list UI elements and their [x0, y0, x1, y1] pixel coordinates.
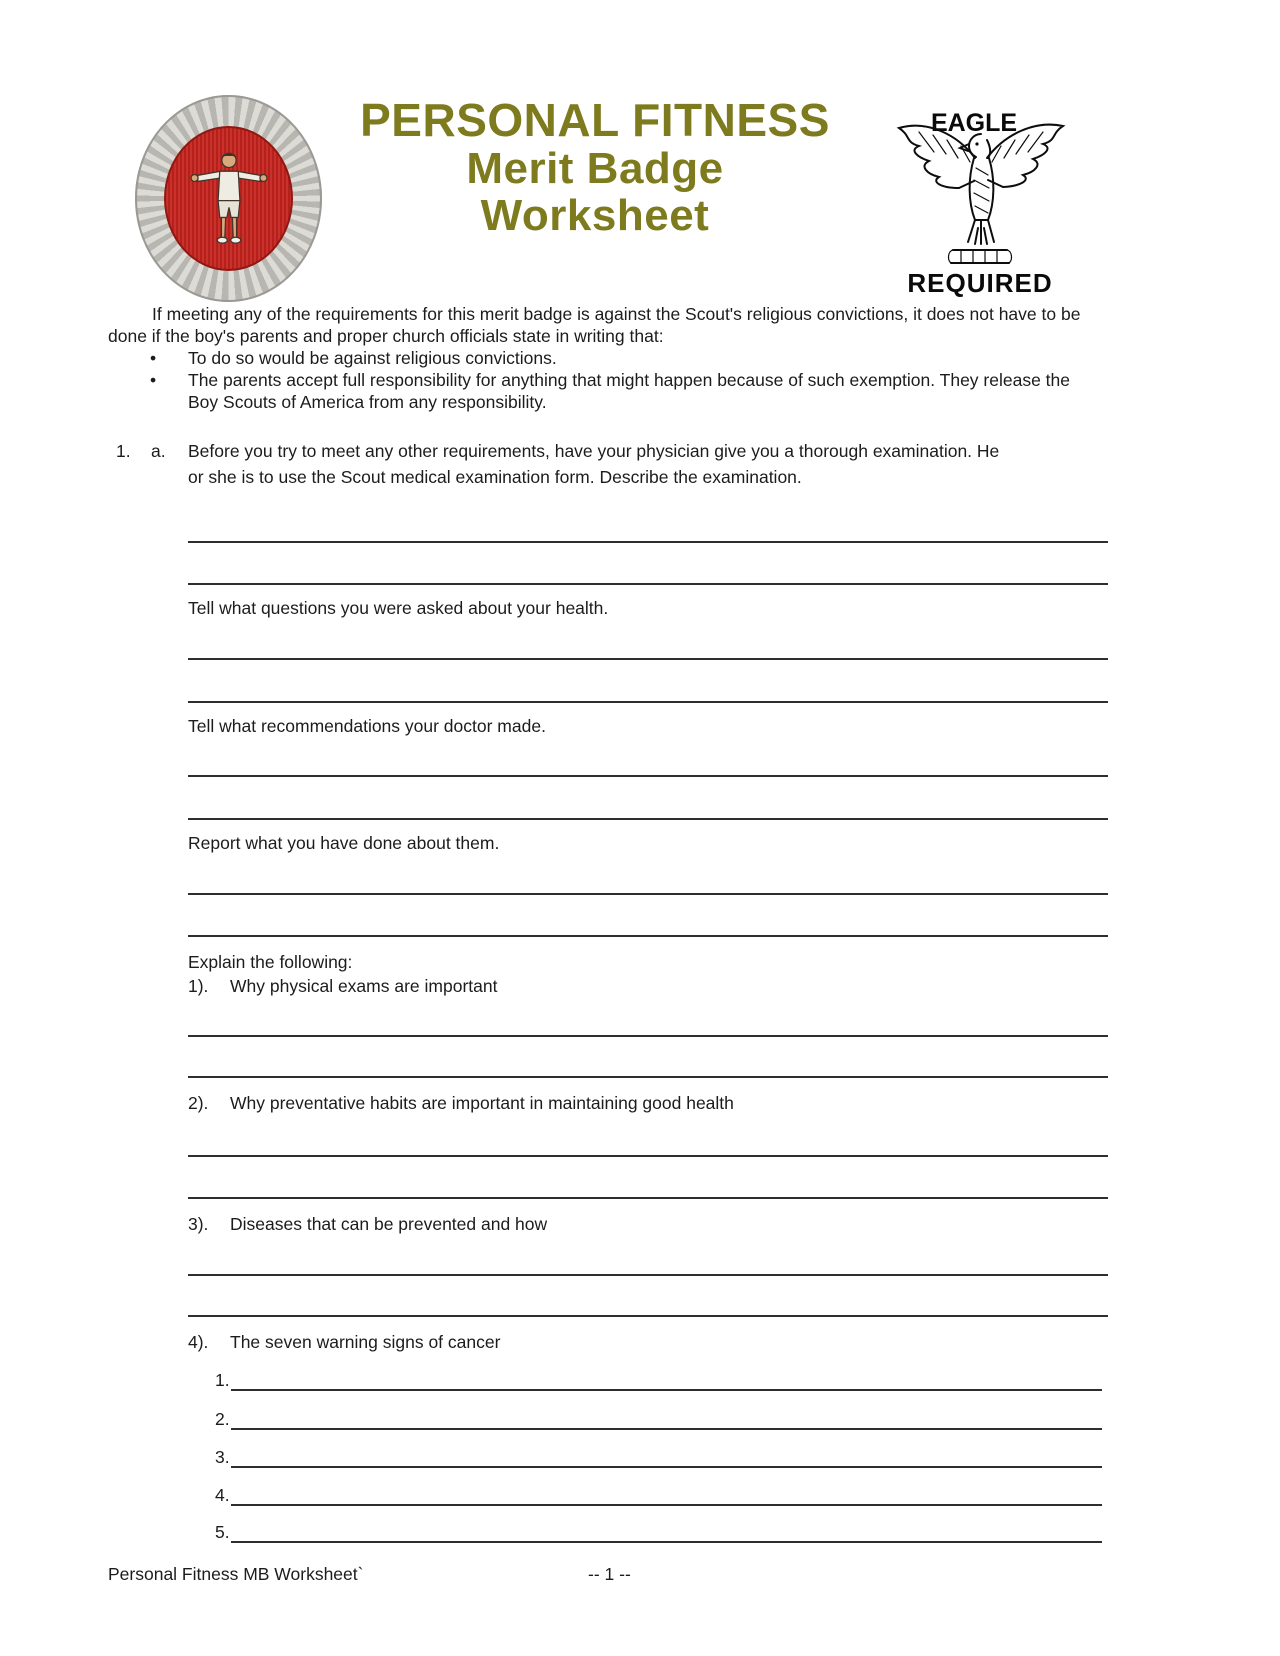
- eagle-icon: [883, 100, 1078, 300]
- eagle-required-emblem: [883, 100, 1078, 300]
- cancer-sign-row-2: [188, 1406, 1108, 1430]
- answer-line[interactable]: [188, 583, 1108, 585]
- bullet-item-2: [108, 369, 1108, 413]
- explain-item-2-number: 2).: [188, 1093, 209, 1113]
- explain-item-1-number: 1).: [188, 976, 209, 996]
- bullet-item-1-text: To do so would be against religious convictions.: [188, 348, 557, 368]
- worksheet-header: [0, 0, 1280, 300]
- explain-item-2-text: Why preventative habits are important in maintaining good health: [230, 1093, 734, 1113]
- requirement-question-line2: or she is to use the Scout medical examination form. Describe the examination.: [188, 467, 802, 487]
- page-title-line2: Merit Badge: [466, 144, 724, 193]
- answer-line[interactable]: [188, 775, 1108, 777]
- cancer-sign-number: 5.: [215, 1522, 230, 1542]
- explain-item-4: [188, 1330, 1108, 1354]
- cancer-sign-line[interactable]: [231, 1406, 1102, 1430]
- explain-item-2: [188, 1091, 1108, 1115]
- explain-block: [188, 950, 1108, 998]
- intro-paragraph-line2: done if the boy's parents and proper church officials state in writing that:: [108, 326, 664, 346]
- cancer-sign-row-3: [188, 1444, 1108, 1468]
- answer-line[interactable]: [188, 818, 1108, 820]
- fitness-figure-icon: [187, 148, 271, 250]
- bullet-item-2-line1: The parents accept full responsibility for anything that might happen because of such exemption. They release the: [188, 370, 1071, 390]
- bullet-icon: •: [150, 348, 157, 368]
- answer-line[interactable]: [188, 1197, 1108, 1199]
- cancer-sign-line[interactable]: [231, 1482, 1102, 1506]
- explain-item-3-text: Diseases that can be prevented and how: [230, 1214, 548, 1234]
- answer-line[interactable]: [188, 1155, 1108, 1157]
- badge-red-field: [164, 126, 293, 271]
- intro-section: [108, 303, 1108, 413]
- answer-line[interactable]: [188, 541, 1108, 543]
- cancer-sign-number: 1.: [215, 1370, 230, 1390]
- footer-document-title: Personal Fitness MB Worksheet`: [108, 1564, 364, 1584]
- cancer-sign-line[interactable]: [231, 1444, 1102, 1468]
- answer-line[interactable]: [188, 658, 1108, 660]
- requirement-question-line1: Before you try to meet any other requirements, have your physician give you a thorough examination. He: [188, 441, 1000, 461]
- explain-item-4-number: 4).: [188, 1332, 209, 1352]
- cancer-sign-line[interactable]: [231, 1519, 1102, 1543]
- bullet-item-2-text: [188, 369, 1108, 413]
- bullet-item-2-line2: Boy Scouts of America from any responsibility.: [188, 392, 547, 412]
- answer-line[interactable]: [188, 1274, 1108, 1276]
- requirement-question: [188, 438, 1108, 490]
- bullet-item-1: [108, 347, 1108, 369]
- cancer-sign-row-4: [188, 1482, 1108, 1506]
- cancer-sign-line[interactable]: [231, 1367, 1102, 1391]
- cancer-sign-row-5: [188, 1519, 1108, 1543]
- cancer-sign-number: 4.: [215, 1485, 230, 1505]
- prompt-recommendations: Tell what recommendations your doctor made.: [188, 716, 546, 736]
- requirement-letter: a.: [151, 441, 166, 461]
- answer-line[interactable]: [188, 893, 1108, 895]
- footer-page-number: -- 1 --: [588, 1564, 631, 1584]
- page-title: [340, 96, 850, 239]
- answer-line[interactable]: [188, 935, 1108, 937]
- explain-heading: Explain the following:: [188, 952, 353, 972]
- answer-line[interactable]: [188, 1076, 1108, 1078]
- answer-line[interactable]: [188, 1035, 1108, 1037]
- page-footer: [108, 1564, 1108, 1585]
- bullet-icon: •: [150, 370, 157, 390]
- answer-line[interactable]: [188, 701, 1108, 703]
- page-title-line1: PERSONAL FITNESS: [360, 94, 830, 146]
- cancer-sign-number: 2.: [215, 1409, 230, 1429]
- requirement-1a: [108, 438, 1108, 490]
- prompt-questions-asked: Tell what questions you were asked about your health.: [188, 598, 609, 618]
- worksheet-body: [108, 303, 1108, 1543]
- page-title-line3: Worksheet: [480, 191, 710, 240]
- cancer-sign-row-1: [188, 1367, 1108, 1391]
- explain-item-1-text: Why physical exams are important: [230, 976, 498, 996]
- personal-fitness-badge-icon: [135, 95, 322, 302]
- required-label: REQUIRED: [907, 268, 1053, 298]
- answer-area: [188, 541, 1108, 1543]
- prompt-report: Report what you have done about them.: [188, 833, 500, 853]
- eagle-label: EAGLE: [930, 109, 1018, 137]
- explain-item-3: [188, 1212, 1108, 1236]
- answer-line[interactable]: [188, 1315, 1108, 1317]
- explain-item-3-number: 3).: [188, 1214, 209, 1234]
- explain-item-1: [188, 974, 1108, 998]
- intro-paragraph-line1: If meeting any of the requirements for this merit badge is against the Scout's religious convictions, it does not have to be: [152, 304, 1081, 324]
- explain-item-4-text: The seven warning signs of cancer: [230, 1332, 501, 1352]
- requirement-number: 1.: [116, 441, 131, 461]
- cancer-sign-number: 3.: [215, 1447, 230, 1467]
